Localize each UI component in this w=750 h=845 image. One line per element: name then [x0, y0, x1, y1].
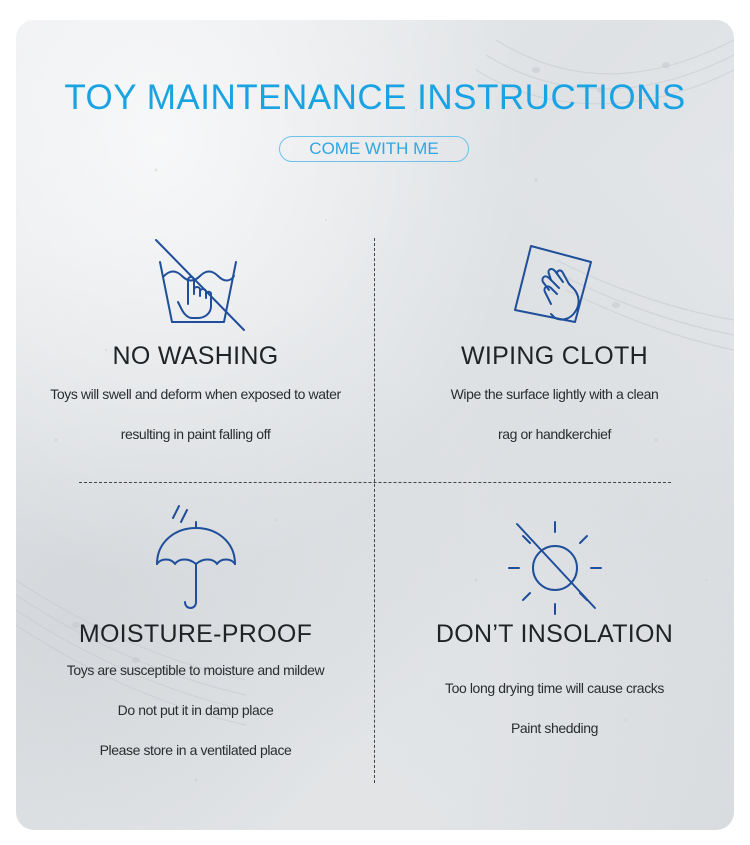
no-sun-icon: [375, 516, 734, 616]
section-text-line: Wipe the surface lightly with a clean: [450, 386, 659, 402]
section-text-line: Please store in a ventilated place: [99, 742, 292, 758]
section-text-line: Do not put it in damp place: [117, 702, 274, 718]
section-heading: MOISTURE-PROOF: [78, 620, 313, 648]
section-heading: NO WASHING: [112, 342, 279, 370]
section-text-line: Paint shedding: [510, 720, 599, 736]
section-text-line: resulting in paint falling off: [120, 426, 271, 442]
no-washing-icon: [16, 234, 375, 334]
horizontal-divider: [79, 482, 671, 483]
section-text-line: rag or handkerchief: [497, 426, 612, 442]
umbrella-icon: [16, 502, 375, 614]
section-text-line: Toys will swell and deform when exposed to water: [50, 386, 341, 402]
instruction-card: [16, 20, 734, 830]
section-heading: DON’T INSOLATION: [435, 620, 674, 648]
section-text-line: Too long drying time will cause cracks: [444, 680, 664, 696]
section-heading: WIPING CLOTH: [461, 342, 648, 370]
subtitle-badge: COME WITH ME: [279, 136, 469, 162]
wiping-cloth-icon: [375, 242, 734, 334]
section-text-line: Toys are susceptible to moisture and mildew: [66, 662, 325, 678]
page-title: TOY MAINTENANCE INSTRUCTIONS: [64, 78, 686, 117]
